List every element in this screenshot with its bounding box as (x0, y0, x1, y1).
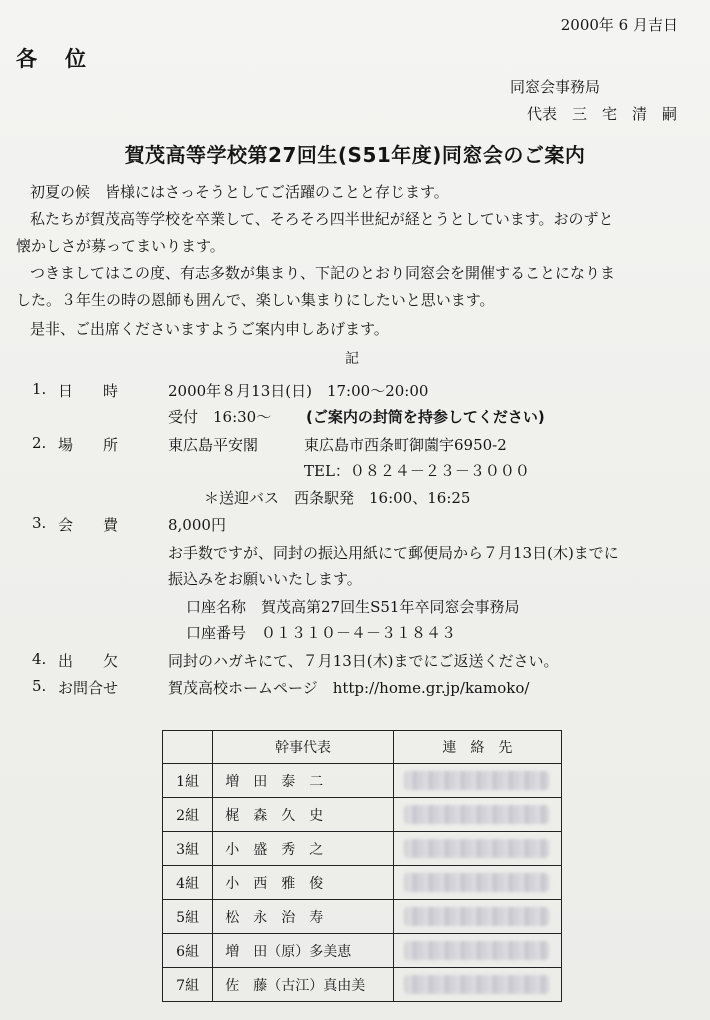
greeting-paragraph: 初夏の候 皆様にはさっそうとしてご活躍のことと存じます。 (30, 183, 449, 201)
contact-cell-redacted (393, 764, 561, 798)
officer-name-cell: 佐 藤（古江）真由美 (213, 968, 393, 1002)
class-cell: 4組 (163, 866, 213, 900)
fee-amount: 8,000円 (168, 516, 226, 534)
document-title: 賀茂高等学校第27回生(S51年度)同窓会のご案内 (124, 143, 586, 167)
table-header-contact: 連 絡 先 (393, 731, 561, 764)
reception-time: 受付 16:30～ (168, 408, 272, 426)
addressee: 各位 (16, 47, 114, 71)
payment-note-a: お手数ですが、同封の振込用紙にて郵便局から７月13日(木)までに (168, 544, 619, 562)
contact-cell-redacted (393, 866, 561, 900)
officers-table (162, 730, 562, 1002)
inquiry-homepage: 賀茂高校ホームページ http://home.gr.jp/kamoko/ (168, 679, 530, 697)
item-number: 5. (32, 677, 47, 695)
table-row (163, 968, 562, 1002)
shuttle-bus: ＊送迎バス 西条駅発 16:00、16:25 (204, 489, 471, 507)
table-header-row (163, 731, 562, 764)
table-row (163, 764, 562, 798)
body-paragraph-3a: つきましてはこの度、有志多数が集まり、下記のとおり同窓会を開催することになりま (30, 264, 616, 282)
venue-phone: TEL：０８２４－２３－３０００ (304, 462, 530, 480)
class-cell: 5組 (163, 900, 213, 934)
contact-cell-redacted (393, 968, 561, 1002)
officer-name-cell: 小 盛 秀 之 (213, 832, 393, 866)
bring-envelope-note: (ご案内の封筒を持参してください) (306, 408, 545, 426)
contact-cell-redacted (393, 900, 561, 934)
contact-cell-redacted (393, 934, 561, 968)
ki-heading: 記 (345, 351, 359, 367)
item-label-datetime: 日 時 (58, 382, 119, 400)
event-datetime: 2000年８月13日(日) 17:00～20:00 (168, 382, 429, 400)
account-number: 口座番号 ０１３１０－４－３１８４３ (186, 624, 457, 642)
class-cell: 6組 (163, 934, 213, 968)
body-paragraph-2a: 私たちが賀茂高等学校を卒業して、そろそろ四半世紀が経とうとしています。おのずと (30, 210, 614, 228)
redaction-blur (404, 771, 549, 790)
account-name: 口座名称 賀茂高第27回生S51年卒同窓会事務局 (186, 598, 520, 616)
class-cell: 1組 (163, 764, 213, 798)
table-row (163, 866, 562, 900)
redaction-blur (404, 839, 549, 858)
contact-cell-redacted (393, 832, 561, 866)
item-label-attendance: 出 欠 (58, 652, 119, 670)
sender-representative: 代表 三 宅 清 嗣 (527, 105, 678, 123)
table-row (163, 900, 562, 934)
payment-note-b: 振込みをお願いいたします。 (168, 570, 362, 588)
item-label-fee: 会 費 (58, 516, 119, 534)
item-label-venue: 場 所 (58, 436, 119, 454)
body-paragraph-3b: した。３年生の時の恩師も囲んで、楽しい集まりにしたいと思います。 (16, 291, 495, 309)
redaction-blur (404, 941, 549, 960)
item-number: 1. (32, 380, 47, 398)
item-number: 4. (32, 650, 47, 668)
officer-name-cell: 松 永 治 寿 (213, 900, 393, 934)
officer-name-cell: 梶 森 久 史 (213, 798, 393, 832)
redaction-blur (404, 907, 549, 926)
table-header-name: 幹事代表 (213, 731, 393, 764)
body-paragraph-2b: 懐かしさが募ってまいります。 (16, 237, 225, 255)
attendance-note: 同封のハガキにて、７月13日(木)までにご返送ください。 (168, 652, 559, 670)
venue-address: 東広島市西条町御薗宇6950-2 (304, 436, 507, 454)
contact-cell-redacted (393, 798, 561, 832)
venue-name: 東広島平安閣 (168, 436, 259, 454)
class-cell: 7組 (163, 968, 213, 1002)
issue-date: 2000年 6 月吉日 (560, 16, 678, 34)
officer-name-cell: 小 西 雅 俊 (213, 866, 393, 900)
officer-name-cell: 増 田（原）多美恵 (213, 934, 393, 968)
body-paragraph-4: 是非、ご出席くださいますようご案内申しあげます。 (30, 320, 389, 338)
redaction-blur (404, 975, 549, 994)
table-row (163, 832, 562, 866)
redaction-blur (404, 805, 549, 824)
class-cell: 2組 (163, 798, 213, 832)
table-row (163, 934, 562, 968)
officer-name-cell: 増 田 泰 二 (213, 764, 393, 798)
redaction-blur (404, 873, 549, 892)
sender-organization: 同窓会事務局 (510, 78, 601, 96)
class-cell: 3組 (163, 832, 213, 866)
item-number: 2. (32, 434, 47, 452)
table-header-class (163, 731, 213, 764)
table-row (163, 798, 562, 832)
item-label-inquiry: お問合せ (58, 679, 119, 697)
item-number: 3. (32, 514, 47, 532)
